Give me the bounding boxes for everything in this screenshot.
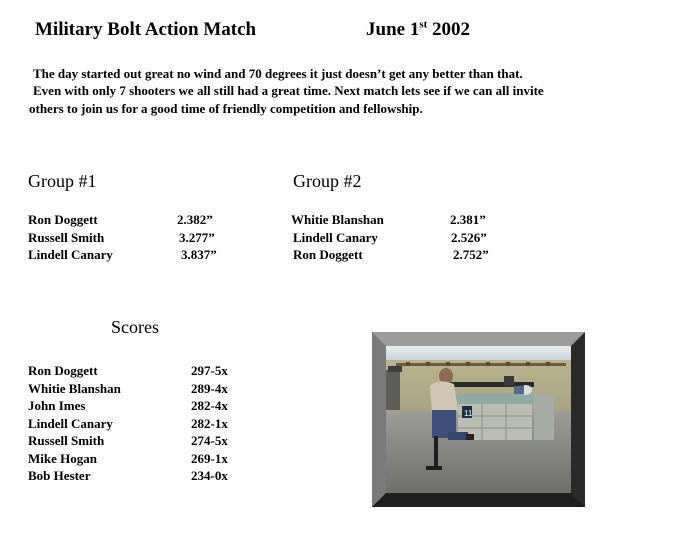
- date-prefix: June 1: [366, 19, 420, 40]
- shooting-range-illustration: [386, 346, 571, 493]
- score-value: 297-5x: [191, 363, 228, 378]
- scores-heading: Scores: [111, 317, 159, 337]
- score-name: Whitie Blanshan: [28, 381, 121, 396]
- score-name: Lindell Canary: [28, 416, 113, 431]
- shooting-range-photo: [386, 346, 571, 493]
- score-name: Ron Doggett: [28, 363, 98, 378]
- page-title: Military Bolt Action Match: [35, 19, 257, 40]
- group1-name: Russell Smith: [28, 230, 105, 245]
- match-date: [366, 19, 470, 41]
- score-name: Russell Smith: [28, 433, 105, 448]
- photo-frame: [372, 332, 585, 507]
- group2-name: Ron Doggett: [293, 247, 363, 262]
- intro-line-1: The day started out great no wind and 70 degrees it just doesn’t get any better than that.: [33, 66, 523, 81]
- group2-value: 2.752”: [453, 247, 489, 262]
- score-name: John Imes: [28, 398, 86, 413]
- score-value: 282-1x: [191, 416, 228, 431]
- intro-line-2: Even with only 7 shooters we all still had a great time. Next match lets see if we can all invite: [33, 83, 544, 98]
- score-value: 269-1x: [191, 451, 228, 466]
- group2-value: 2.526”: [451, 230, 487, 245]
- group1-value: 3.837”: [181, 247, 217, 262]
- score-name: Bob Hester: [28, 468, 91, 483]
- group1-name: Ron Doggett: [28, 212, 98, 227]
- score-value: 234-0x: [191, 468, 228, 483]
- score-value: 282-4x: [191, 398, 228, 413]
- group2-heading: Group #2: [293, 171, 362, 191]
- bench-number: 11: [464, 409, 473, 418]
- intro-line-3: others to join us for a good time of friendly competition and fellowship.: [29, 101, 423, 116]
- date-suffix: st: [419, 18, 428, 31]
- group1-heading: Group #1: [28, 171, 97, 191]
- group2-name: Whitie Blanshan: [291, 212, 384, 227]
- group1-value: 2.382”: [177, 212, 213, 227]
- date-year: 2002: [427, 19, 471, 40]
- group1-name: Lindell Canary: [28, 247, 113, 262]
- group2-name: Lindell Canary: [293, 230, 378, 245]
- score-value: 274-5x: [191, 433, 228, 448]
- score-name: Mike Hogan: [28, 451, 97, 466]
- group2-value: 2.381”: [450, 212, 486, 227]
- score-value: 289-4x: [191, 381, 228, 396]
- group1-value: 3.277”: [179, 230, 215, 245]
